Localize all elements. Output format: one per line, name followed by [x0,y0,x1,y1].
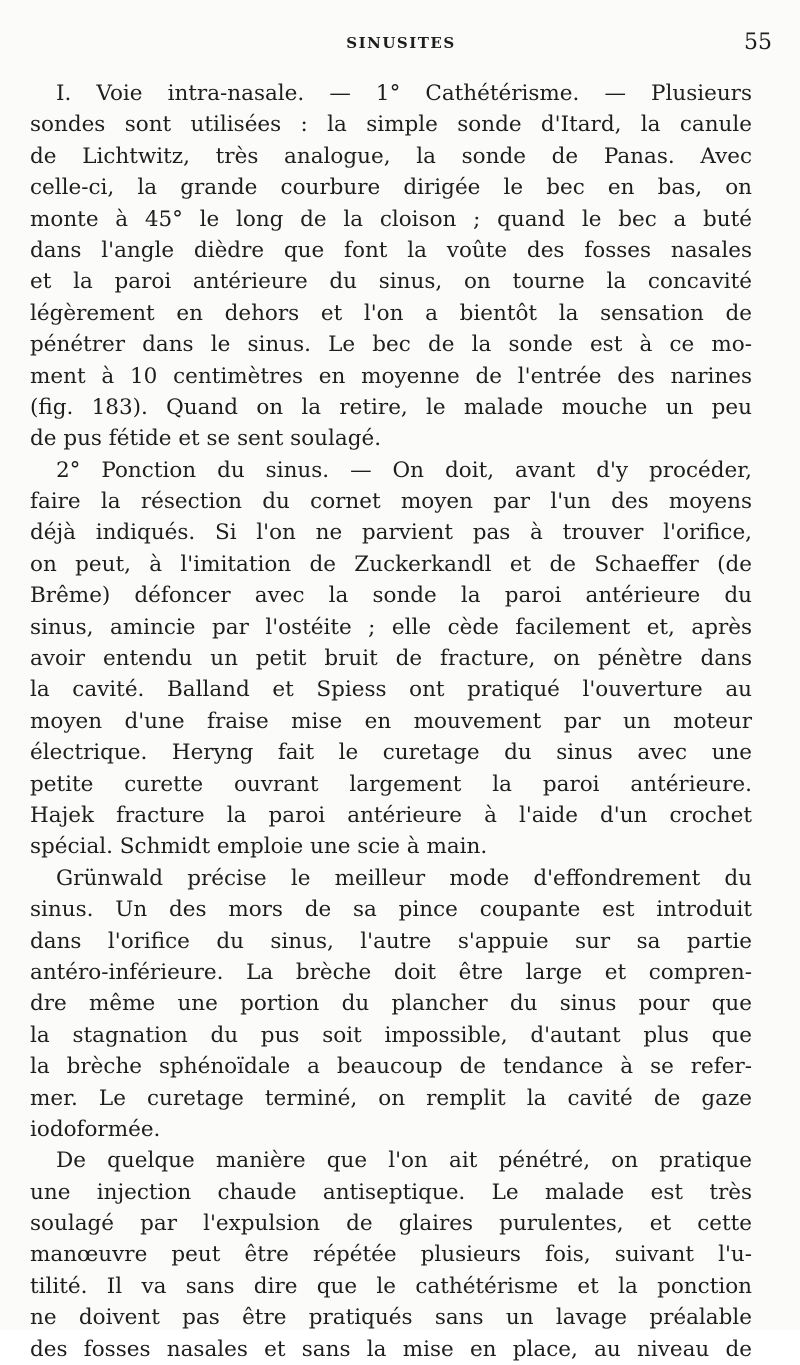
text-line: ment à 10 centimètres en moyenne de l'entrée des narines [30,363,752,389]
page-number: 55 [744,30,772,55]
text-line: dans l'angle dièdre que font la voûte des fosses nasales [30,237,752,263]
text-line: dans l'orifice du sinus, l'autre s'appuie sur sa partie [30,928,752,954]
text-line: spécial. Schmidt emploie une scie à main. [30,834,488,860]
text-line: petite curette ouvrant largement la paroi antérieure. [30,771,752,797]
text-line: antéro-inférieure. La brèche doit être large et compren- [30,959,752,985]
text-line: 2° Ponction du sinus. — On doit, avant d'y procéder, [56,457,752,483]
text-line: mer. Le curetage terminé, on remplit la cavité de gaze [30,1085,752,1111]
text-line: la cavité. Balland et Spiess ont pratiqué l'ouverture au [30,677,752,703]
text-line: la brèche sphénoïdale a beaucoup de tendance à se refer- [30,1054,752,1080]
running-head [30,32,772,60]
text-line: celle-ci, la grande courbure dirigée le bec en bas, on [30,175,752,201]
text-line: de pus fétide et se sent soulagé. [30,426,382,452]
text-line: légèrement en dehors et l'on a bientôt la sensation de [30,300,752,326]
text-line: I. Voie intra-nasale. — 1° Cathétérisme. — Plusieurs [56,81,752,106]
text-line: déjà indiqués. Si l'on ne parvient pas à trouver l'orifice, [30,520,752,546]
text-line: (fig. 183). Quand on la retire, le malade mouche un peu [30,394,752,420]
text-line: manœuvre peut être répétée plusieurs fois, suivant l'u- [30,1242,752,1268]
text-line: pénétrer dans le sinus. Le bec de la sonde est à ce mo- [30,332,752,358]
text-line: De quelque manière que l'on ait pénétré, on pratique [56,1148,752,1174]
text-line: des fosses nasales et sans la mise en place, au niveau de [30,1336,752,1362]
text-line: on peut, à l'imitation de Zuckerkandl et de Schaeffer (de [30,551,752,577]
text-line: moyen d'une fraise mise en mouvement par un moteur [30,708,752,734]
text-line: avoir entendu un petit bruit de fracture, on pénètre dans [30,646,752,672]
text-line: Brême) défoncer avec la sonde la paroi antérieure du [30,583,752,609]
text-line: monte à 45° le long de la cloison ; quand le bec a buté [30,206,752,232]
text-line: dre même une portion du plancher du sinus pour que [30,991,752,1017]
text-line: iodoformée. [30,1116,161,1142]
text-line: la stagnation du pus soit impossible, d'autant plus que [30,1022,752,1048]
text-line: tilité. Il va sans dire que le cathétérisme et la ponction [30,1273,752,1299]
text-line: électrique. Heryng fait le curetage du sinus avec une [30,740,752,766]
text-line: Hajek fracture la paroi antérieure à l'aide d'un crochet [30,802,752,828]
running-title: SINUSITES [346,34,456,52]
text-line: sinus, amincie par l'ostéite ; elle cède facilement et, après [30,614,752,640]
text-line: de Lichtwitz, très analogue, la sonde de Panas. Avec [30,143,752,169]
text-line: sinus. Un des mors de sa pince coupante est introduit [30,897,752,923]
text-line: soulagé par l'expulsion de glaires purulentes, et cette [30,1211,752,1237]
text-line: Grünwald précise le meilleur mode d'effondrement du [56,865,752,891]
text-line: faire la résection du cornet moyen par l'un des moyens [30,489,752,515]
body-text [30,78,752,1365]
text-line: ne doivent pas être pratiqués sans un lavage préalable [30,1305,752,1331]
text-line: une injection chaude antiseptique. Le malade est très [30,1179,752,1205]
text-line: et la paroi antérieure du sinus, on tourne la concavité [30,269,752,295]
text-line: sondes sont utilisées : la simple sonde d'Itard, la canule [30,112,752,138]
